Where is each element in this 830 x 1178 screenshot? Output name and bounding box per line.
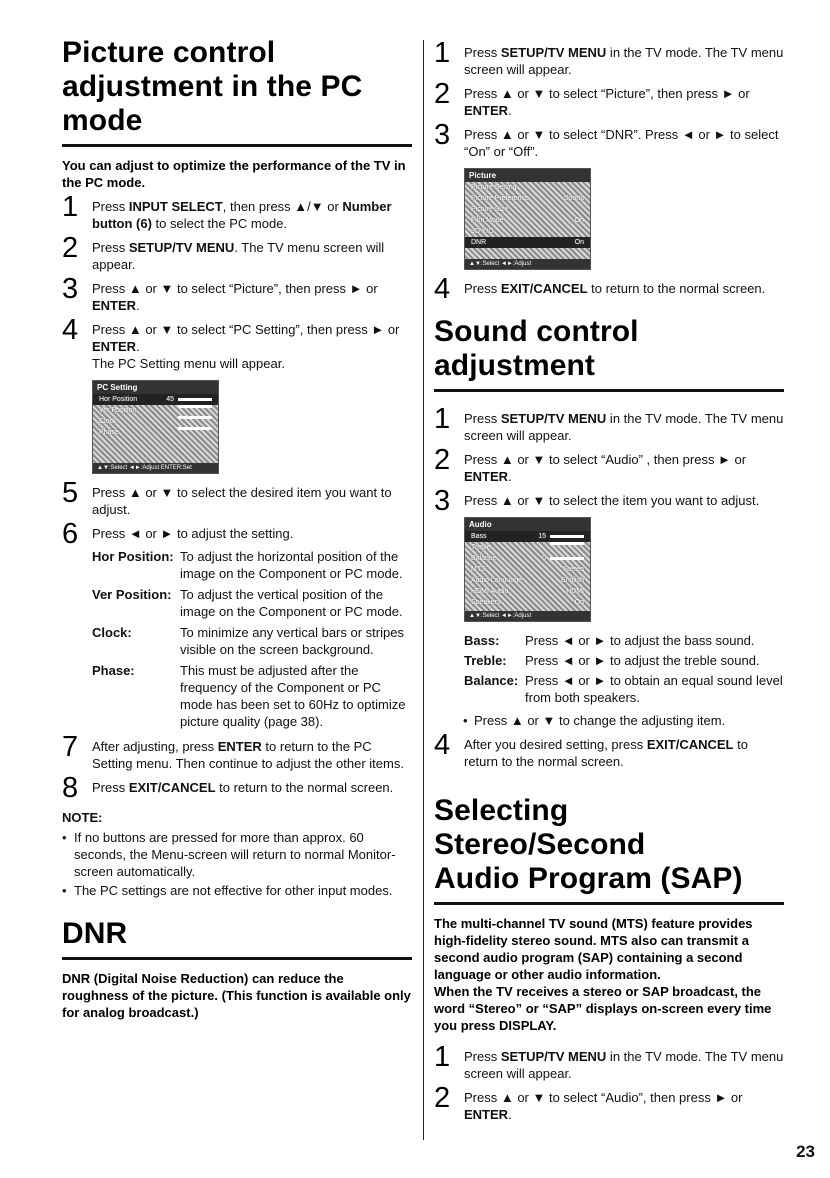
menu-row-label: Film Mode [471, 217, 504, 224]
step-number: 2 [434, 78, 451, 110]
step-text: After you desired setting, press [464, 737, 647, 752]
menu-row [465, 553, 590, 564]
sound-step-2 [434, 444, 784, 485]
menu-title: PC Setting [93, 381, 218, 394]
button-name: EXIT/CANCEL [646, 737, 734, 752]
definition-row [92, 662, 412, 730]
definition-row [464, 672, 784, 706]
level-bar [178, 427, 212, 430]
step-text: . The TV menu screen will appear. [92, 240, 385, 272]
sap-section-title [434, 794, 784, 905]
dnr-step-3 [434, 119, 784, 160]
step-number: 4 [62, 314, 79, 346]
menu-row [465, 597, 590, 608]
level-bar [550, 542, 584, 545]
step-text: Press ▲ or ▼ to select “Audio” , then press ► or [464, 452, 747, 467]
button-name: ENTER [92, 339, 137, 354]
menu-row-label: MTS [471, 566, 486, 573]
pc-step-8 [62, 772, 412, 804]
level-bar [550, 535, 584, 538]
sap-step-2 [434, 1082, 784, 1123]
menu-row-label: Hor Position [99, 396, 138, 403]
step-text: The PC Setting menu will appear. [92, 356, 285, 371]
sap-title-line2: Audio Program (SAP) [434, 862, 743, 895]
left-column [62, 36, 412, 1027]
definition-desc: To minimize any vertical bars or stripes visible on the screen background. [180, 625, 404, 657]
menu-row-value: 45 [166, 396, 174, 403]
sound-step-1 [434, 403, 784, 444]
pc-step-6 [62, 518, 412, 550]
dnr-section-title: DNR [62, 917, 412, 960]
menu-row-label: Picture Preference [471, 195, 529, 202]
menu-row-value: Stereo [563, 566, 584, 573]
step-number: 1 [434, 37, 451, 69]
definition-row [92, 548, 412, 582]
step-number: 2 [434, 444, 451, 476]
button-name: ENTER [464, 469, 509, 484]
menu-title: Picture [465, 169, 590, 182]
step-number: 8 [62, 772, 79, 804]
pc-title-line2: adjustment in the PC mode [62, 70, 363, 137]
step-text: Press [464, 1049, 501, 1064]
step-number: 1 [434, 1041, 451, 1073]
step-text: . [136, 298, 140, 313]
definition-term: Phase: [92, 663, 135, 678]
sap-lead-text-2: When the TV receives a stereo or SAP broadcast, the word “Stereo” or “SAP” displays on-screen every time you press DISPLAY. [434, 984, 772, 1033]
step-number: 3 [434, 485, 451, 517]
menu-row-value: Sports [563, 195, 584, 202]
page-number: 23 [796, 1142, 815, 1161]
step-number: 4 [434, 729, 451, 761]
definition-row [92, 624, 412, 658]
menu-row [465, 542, 590, 553]
step-number: 2 [434, 1082, 451, 1114]
button-name: ENTER [464, 103, 509, 118]
step-text: Press [92, 240, 129, 255]
pc-setting-definitions [92, 548, 412, 730]
step-text: in the TV mode. The TV menu screen will appear. [464, 1049, 784, 1081]
step-text: . [508, 103, 512, 118]
step-text: Press ▲ or ▼ to select “Picture”, then press ► or [464, 86, 750, 101]
pc-step-3 [62, 273, 412, 314]
level-bar [550, 557, 584, 560]
definition-desc: Press ◄ or ► to adjust the treble sound. [525, 653, 760, 668]
button-name: EXIT/CANCEL [500, 281, 588, 296]
step-number: 7 [62, 731, 79, 763]
menu-row [93, 405, 218, 416]
step-text: . [508, 1107, 512, 1122]
step-number: 3 [434, 119, 451, 151]
pc-setting-menu-screenshot [92, 380, 219, 474]
menu-row-label: Phase [99, 429, 119, 436]
menu-footer: ▲▼:Select ◄►:Adjust ENTER:Set [93, 463, 218, 473]
step-text: Press [92, 199, 129, 214]
definition-row [92, 586, 412, 620]
menu-row [465, 182, 590, 193]
definition-term: Hor Position: [92, 549, 174, 564]
step-number: 1 [434, 403, 451, 435]
menu-row-label: Bass [471, 533, 487, 540]
step-number: 4 [434, 273, 451, 305]
menu-row [93, 416, 218, 427]
button-name: EXIT/CANCEL [128, 780, 216, 795]
dnr-step-2 [434, 78, 784, 119]
sound-title-line2: adjustment [434, 349, 596, 382]
menu-title: Audio [465, 518, 590, 531]
menu-row [465, 564, 590, 575]
step-text: Press [464, 45, 501, 60]
step-text: Press ▲ or ▼ to select “Audio”, then press ► or [464, 1090, 743, 1105]
menu-row [465, 237, 590, 248]
menu-row-value: 15 [538, 533, 546, 540]
step-text: . [136, 339, 140, 354]
button-name: Number button (6) [92, 199, 392, 231]
button-name: ENTER [92, 298, 137, 313]
sound-title-line1: Sound control [434, 315, 639, 348]
step-text: to select the PC mode. [151, 216, 288, 231]
menu-row [465, 204, 590, 215]
step-text: in the TV mode. The TV menu screen will appear. [464, 411, 784, 443]
menu-row-value: On [574, 239, 584, 246]
menu-row-label: DNR [471, 239, 487, 246]
step-text: Press ◄ or ► to adjust the setting. [92, 526, 294, 541]
definition-term: Treble: [464, 653, 507, 668]
dnr-step-1 [434, 37, 784, 78]
sound-definitions [464, 632, 784, 706]
step-text: in the TV mode. The TV menu screen will appear. [464, 45, 784, 77]
menu-row-value: On [574, 217, 584, 224]
menu-row [465, 215, 590, 226]
menu-row [93, 427, 218, 438]
step-number: 6 [62, 518, 79, 550]
menu-row [465, 575, 590, 586]
step-text: After adjusting, press [92, 739, 218, 754]
sap-title-line1: Selecting Stereo/Second [434, 794, 646, 861]
menu-row-value: HDMI [566, 588, 584, 595]
pc-section-title [62, 36, 412, 147]
menu-row [465, 226, 590, 237]
level-bar [178, 405, 212, 408]
level-bar [178, 416, 212, 419]
dnr-lead-text: DNR (Digital Noise Reduction) can reduce the roughness of the picture. (This function is available only for analog broadcast.) [62, 971, 411, 1020]
sap-lead-text-1: The multi-channel TV sound (MTS) feature provides high-fidelity stereo sound. MTS also can transmit a second audio program (SAP) containing a second language or other audio information. [434, 916, 753, 982]
menu-row-value: 0 [542, 555, 546, 562]
sound-bullet-note: • Press ▲ or ▼ to change the adjusting item. [474, 712, 784, 729]
definition-desc: This must be adjusted after the frequency of the Component or PC mode has been set to 60Hz to optimize picture quality (page 38). [180, 663, 406, 729]
step-number: 2 [62, 232, 79, 264]
button-name: INPUT SELECT [128, 199, 223, 214]
step-text: Press ▲ or ▼ to select “PC Setting”, then press ► or [92, 322, 400, 337]
sound-step-4 [434, 729, 784, 770]
definition-term: Bass: [464, 633, 500, 648]
menu-row-label: Balance [471, 555, 497, 562]
right-column [434, 38, 784, 1129]
step-text: Press ▲ or ▼ to select the desired item you want to adjust. [92, 485, 392, 517]
column-divider [423, 40, 424, 1140]
pc-step-1 [62, 191, 412, 232]
button-name: SETUP/TV MENU [500, 45, 607, 60]
step-number: 1 [62, 191, 79, 223]
level-bar [178, 398, 212, 401]
button-name: SETUP/TV MENU [128, 240, 235, 255]
menu-row-label: Speakers [471, 599, 501, 606]
pc-step-2 [62, 232, 412, 273]
pc-step-5 [62, 477, 412, 518]
step-text: to return to the normal screen. [215, 780, 394, 795]
menu-row-value: On [574, 599, 584, 606]
step-text: . [508, 469, 512, 484]
note-list [62, 829, 412, 899]
step-text: Press [464, 411, 501, 426]
pc-lead-text: You can adjust to optimize the performance of the TV in the PC mode. [62, 158, 406, 190]
step-text: Press [464, 281, 501, 296]
step-text: Press ▲ or ▼ to select the item you want to adjust. [464, 493, 760, 508]
step-text: Press ▲ or ▼ to select “Picture”, then press ► or [92, 281, 378, 296]
definition-desc: To adjust the vertical position of the image on the Component or PC mode. [180, 587, 403, 619]
menu-row-label: 3D Y/C [471, 228, 494, 235]
menu-row-label: Treble [471, 544, 491, 551]
menu-row [465, 531, 590, 542]
definition-desc: Press ◄ or ► to adjust the bass sound. [525, 633, 755, 648]
menu-row [93, 394, 218, 405]
definition-desc: Press ◄ or ► to obtain an equal sound level from both speakers. [525, 673, 783, 705]
button-name: ENTER [464, 1107, 509, 1122]
menu-footer: ▲▼:Select ◄►:Adjust [465, 611, 590, 621]
dnr-step-4 [434, 273, 784, 305]
definition-row [464, 652, 784, 669]
pc-step-4 [62, 314, 412, 372]
step-number: 5 [62, 477, 79, 509]
definition-term: Clock: [92, 625, 132, 640]
sound-section-title [434, 315, 784, 392]
step-number: 3 [62, 273, 79, 305]
note-heading: NOTE: [62, 810, 103, 825]
sap-step-1 [434, 1041, 784, 1082]
menu-row-label: HDMI Audio [471, 588, 509, 595]
step-text: to return to the normal screen. [464, 737, 748, 769]
menu-row-label: Picture Setting [471, 184, 517, 191]
step-text: to return to the normal screen. [587, 281, 766, 296]
button-name: SETUP/TV MENU [500, 1049, 607, 1064]
button-name: SETUP/TV MENU [500, 411, 607, 426]
menu-row-value: English [561, 577, 584, 584]
menu-row [465, 586, 590, 597]
step-text: Press [92, 780, 129, 795]
picture-menu-screenshot [464, 168, 591, 270]
definition-term: Ver Position: [92, 587, 172, 602]
pc-title-line1: Picture control [62, 36, 276, 69]
sound-step-3 [434, 485, 784, 517]
definition-desc: To adjust the horizontal position of the image on the Component or PC mode. [180, 549, 403, 581]
menu-footer: ▲▼:Select ◄►:Adjust [465, 259, 590, 269]
menu-row-label: Picture Size [471, 206, 509, 213]
menu-row-label: Ver Position [99, 407, 137, 414]
note-item: • The PC settings are not effective for other input modes. [62, 882, 412, 899]
audio-menu-screenshot [464, 517, 591, 622]
definition-row [464, 632, 784, 649]
button-name: ENTER [217, 739, 262, 754]
step-text: Press ▲ or ▼ to select “DNR”. Press ◄ or ► to select “On” or “Off”. [464, 127, 779, 159]
menu-row-label: Audio Language [471, 577, 522, 584]
pc-step-7 [62, 731, 412, 772]
menu-row-label: Clock [99, 418, 117, 425]
definition-term: Balance: [464, 673, 519, 688]
note-item: • If no buttons are pressed for more than approx. 60 seconds, the Menu-screen will return to normal Monitor-screen automatically. [62, 829, 412, 880]
step-text: to return to the PC Setting menu. Then continue to adjust the other items. [92, 739, 404, 771]
step-text: , then press ▲/▼ or [222, 199, 343, 214]
menu-row [465, 193, 590, 204]
